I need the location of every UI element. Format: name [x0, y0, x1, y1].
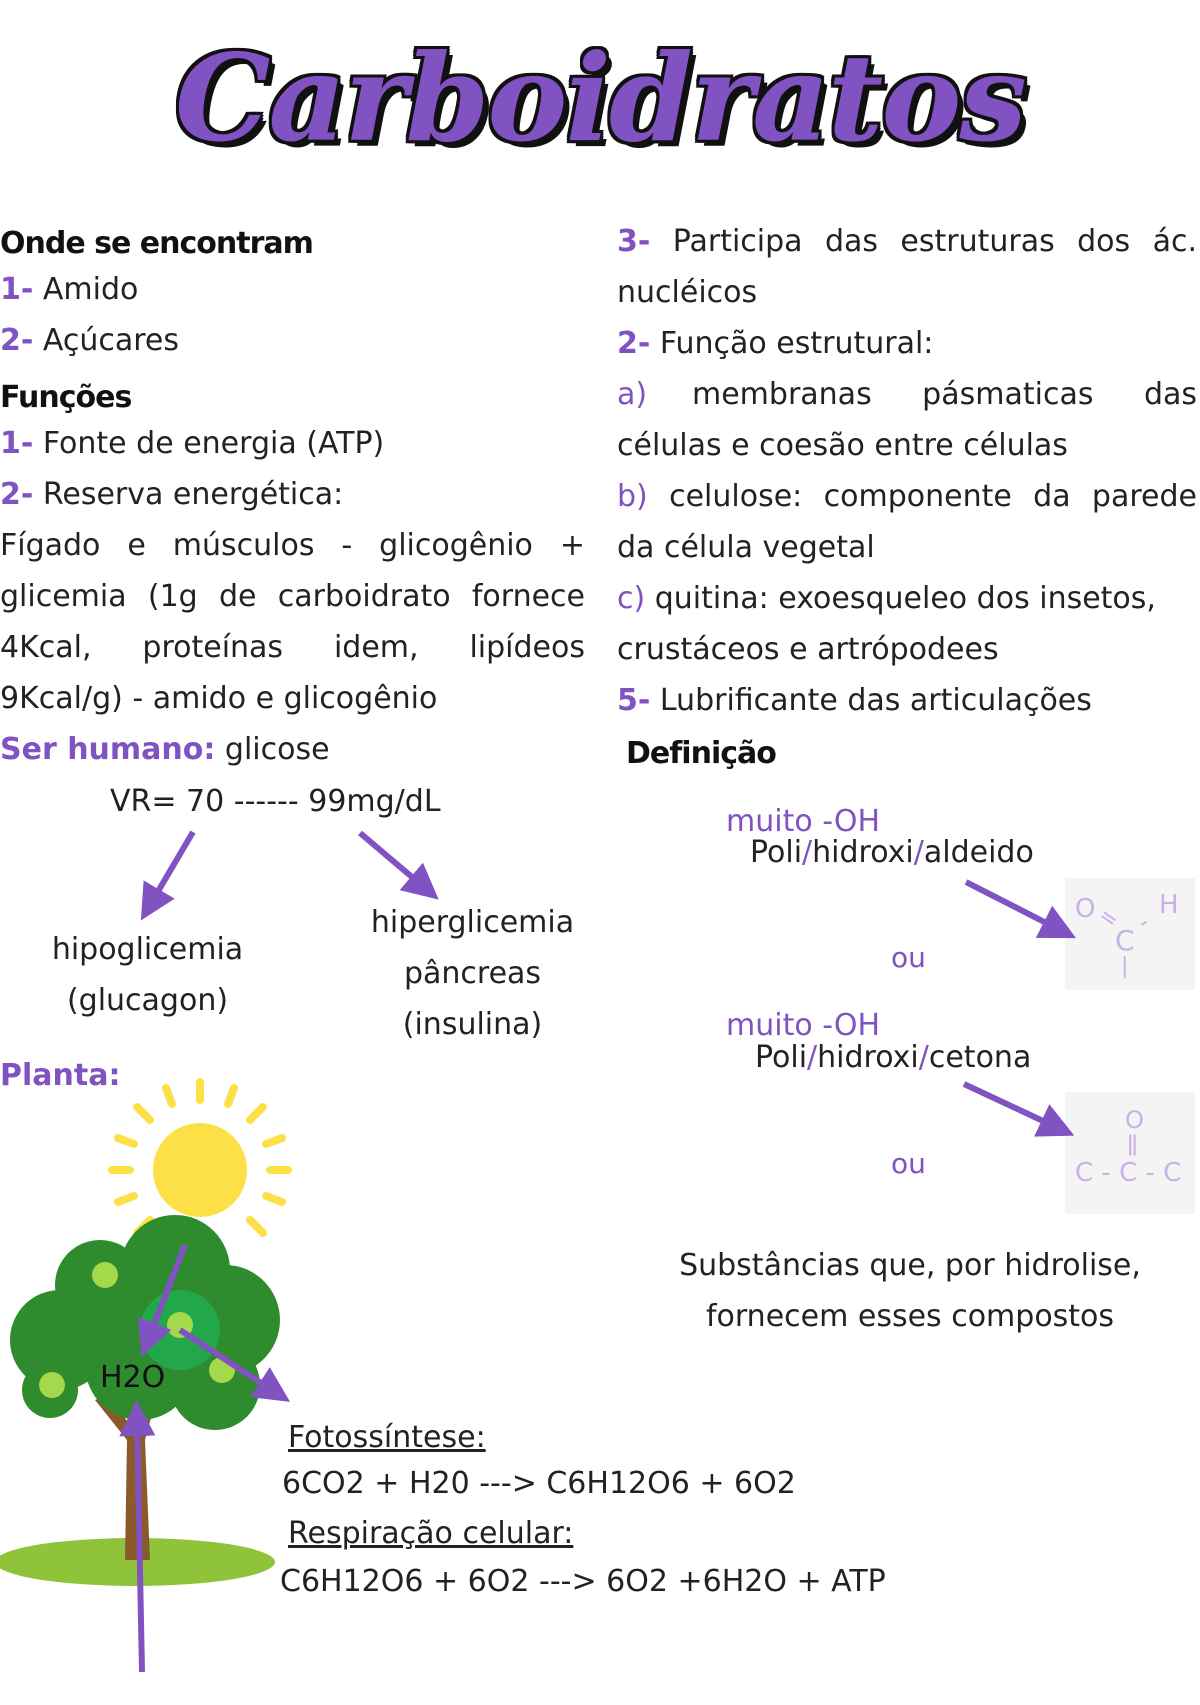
- bottom-bond: |: [1121, 954, 1129, 979]
- slash: /: [802, 835, 813, 870]
- muito-oh-label-1: muito -OH: [726, 804, 881, 839]
- heading-definicao: Definição: [626, 736, 776, 771]
- item-number: 3-: [617, 224, 651, 259]
- word-poli: Poli: [755, 1040, 808, 1075]
- carbon-chain: C - C - C: [1075, 1158, 1182, 1188]
- arrow-icon: [360, 833, 425, 888]
- hiperglicemia-label: hiperglicemia: [370, 905, 575, 940]
- item-text: Fonte de energia (ATP): [33, 426, 385, 461]
- hydrogen-atom: H: [1159, 890, 1179, 920]
- single-bond: -: [1132, 907, 1155, 937]
- pancreas-label: pâncreas: [403, 956, 542, 991]
- item-number: 2-: [0, 477, 34, 512]
- item-text: Reserva energética:: [33, 477, 344, 512]
- reserva-line-2: glicemia (1g de carboidrato fornece: [0, 579, 585, 614]
- slash: /: [918, 1040, 929, 1075]
- reserva-line-1: Fígado e músculos - glicogênio +: [0, 528, 585, 563]
- sub-item-text: celulose: componente da parede: [647, 479, 1197, 514]
- arrow-icon: [150, 832, 193, 905]
- word-cetona: cetona: [928, 1040, 1032, 1075]
- right-item-b-line-2: da célula vegetal: [617, 530, 875, 565]
- right-item-a-line-2: células e coesão entre células: [617, 428, 1068, 463]
- h2o-label: H2O: [100, 1360, 166, 1395]
- ser-humano-text: glicose: [215, 732, 330, 767]
- item-text: Função estrutural:: [650, 326, 934, 361]
- insulina-label: (insulina): [402, 1007, 543, 1042]
- item-number: 1-: [0, 272, 34, 307]
- reserva-line-3: 4Kcal, proteínas idem, lipídeos: [0, 630, 585, 665]
- substancias-line-1: Substâncias que, por hidrolise,: [679, 1248, 1141, 1283]
- substancias-line-2: fornecem esses compostos: [705, 1299, 1115, 1334]
- fotossintese-label: Fotossíntese:: [288, 1420, 486, 1455]
- sub-item-label: c): [617, 581, 646, 616]
- word-aldeido: aldeido: [923, 835, 1034, 870]
- word-hidroxi: hidroxi: [817, 1040, 919, 1075]
- word-poli: Poli: [750, 835, 803, 870]
- right-item-c-line-2: crustáceos e artrópodees: [617, 632, 999, 667]
- sub-item-label: b): [617, 479, 648, 514]
- page-title: Carboidratos: [175, 28, 1025, 169]
- heading-onde-se-encontram: Onde se encontram: [0, 226, 313, 261]
- sub-item-text: quitina: exoesqueleo dos insetos,: [645, 581, 1156, 616]
- fotossintese-equation: 6CO2 + H20 ---> C6H12O6 + 6O2: [282, 1466, 796, 1501]
- item-text: Lubrificante das articulações: [650, 683, 1092, 718]
- planta-label: Planta:: [0, 1058, 121, 1093]
- respiracao-label: Respiração celular:: [288, 1516, 574, 1551]
- hipoglicemia-label: hipoglicemia: [51, 932, 244, 967]
- right-item-3-line-2: nucléicos: [617, 275, 758, 310]
- slash: /: [807, 1040, 818, 1075]
- word-hidroxi: hidroxi: [812, 835, 914, 870]
- muito-oh-label-2: muito -OH: [726, 1008, 881, 1043]
- ou-label-1: ou: [891, 941, 926, 974]
- ou-label-2: ou: [891, 1147, 926, 1180]
- carbon-atom: C: [1115, 924, 1135, 957]
- arrow-icon: [964, 1084, 1058, 1128]
- arrow-icon: [966, 882, 1060, 930]
- respiracao-equation: C6H12O6 + 6O2 ---> 6O2 +6H2O + ATP: [280, 1564, 886, 1599]
- oxygen-atom: O: [1125, 1106, 1144, 1134]
- sub-item-label: a): [617, 377, 648, 412]
- reserva-line-4: 9Kcal/g) - amido e glicogênio: [0, 681, 438, 716]
- glucagon-label: (glucagon): [66, 983, 229, 1018]
- item-text: Participa das estruturas dos ác.: [650, 224, 1197, 259]
- vr-range: VR= 70 ------ 99mg/dL: [110, 784, 441, 819]
- item-number: 1-: [0, 426, 34, 461]
- item-text: Açúcares: [33, 323, 180, 358]
- ser-humano-label: Ser humano:: [0, 732, 216, 767]
- sub-item-text: membranas pásmaticas das: [692, 377, 1197, 412]
- item-number: 2-: [0, 323, 34, 358]
- heading-funcoes: Funções: [0, 380, 132, 415]
- double-bond: =: [1093, 902, 1123, 935]
- slash: /: [913, 835, 924, 870]
- item-text: Amido: [33, 272, 139, 307]
- item-number: 2-: [617, 326, 651, 361]
- item-number: 5-: [617, 683, 651, 718]
- double-bond: ǁ: [1127, 1132, 1138, 1157]
- oxygen-atom: O: [1075, 894, 1096, 924]
